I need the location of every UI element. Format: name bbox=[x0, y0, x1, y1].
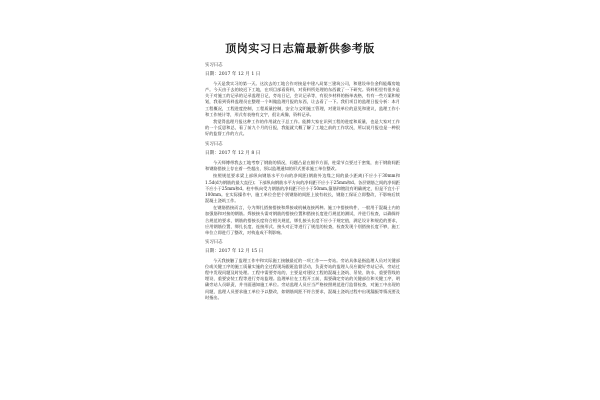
document-body bbox=[205, 60, 400, 302]
entry-date: 日期：2017 年 12 月 1 日 bbox=[205, 72, 261, 78]
entry-heading: 实习日志 bbox=[205, 63, 223, 68]
entry-date: 日期：2017 年 12 月 15 日 bbox=[205, 248, 264, 254]
entry-heading: 实习日志 bbox=[205, 141, 223, 147]
log-entry bbox=[205, 240, 400, 301]
entry-date: 日期：2017 年 12 月 8 日 bbox=[205, 150, 261, 156]
entry-paragraph: 在钢筋搭接而言，分为绑扎搭接搭接和焊接或机械连接两种。施工中搭接构件，一般用于混凝土内的加强筋和对接的钢筋。焊接接头需对钢筋的搭接位置和搭接长度进行规范的测试，并进行检查，以确保符合规范的要求，钢筋的搭接长度符合相关规范，绑扎接头长度不应小于规定值，满足设计和规范的要求，应用钢筋位置、绑扎长度、连接形式、接头对正等进行了规范的检查，检查发现个别搭接长度不够，施工单位立即进行了整改，对构造成不利影响。 bbox=[205, 205, 400, 235]
log-entry bbox=[205, 63, 400, 138]
entry-paragraph: 按照规范要求梁上部纵向钢筋水平方向的净间距(钢筋外边缘之间的最小距离)不应小于30mm和1.5d(d为钢筋的最大直径)；下部纵向钢筋水平方向的净间距不应小于25mm和d。各层钢筋之间的净间距不应小于25mm和d。柱中纵向受力钢筋的净间距不应小于50mm,箍筋和镀段有明确规定，但是不宜小于100mm。在实际操作中，施工单位会把个别钢筋的间距上放有较长，钢筋工保证立即整改，不影响后续混凝土浇筑工作。 bbox=[205, 173, 400, 203]
entry-paragraph: 我觉得监理月报这种工作的作用就在于总工作。能腾大家在识到工程的进度和质量，也是大家对工作的一个反思和总，看了前九个月的日报，我能就大概了解了工地之前的工作状况，所以说月报也是一种很好的监督工作的方式。 bbox=[205, 119, 400, 137]
entry-paragraph: 今天是我实习的第一天。这次去的工地合作对接是中建八局第三建筑公司，和建设单位金科能耀房地产。今天由于去的较迟下工地，在项目部看资料，对资料所处理的东西做了一下研究。资料柜里有很多是关于对施工的记录的记录监理日记，旁站日记，会议记录等，有很多材料的指单表格，有有一些方案和规划，我看到资料监理员在整理一个叫做监理月报的东西，让去看了一下。我们项目的监理日报分析：本月工程概况，工程进度控制，工程质量控制，安全与文明施工管理，对建设单位的意见和建议，监理工作小和工作统计等，形式有表格有文字，很让成像，资料记录。 bbox=[205, 81, 400, 117]
entry-heading: 实习日志 bbox=[205, 239, 223, 245]
entry-paragraph: 今天我接触了监理工作中和实际施工接触最近的一项工作——旁站。旁站具体是指监理人员对关键部位或关键工序的施工质量实施的全过程现场跟班监督活动，负责旁站的监理人员应做好旁站记录，旁站过程中发现问题及时处理。工程中需要旁站的，主要是对建设工程的混凝土浇筑、吊装、防水、重要管线的埋设、重要安装工程等进行旁站监理。监理单位在工程开工前，需要确定旁站的关键部位和关键工序，明确旁站人员职责，并书面通知施工单位。旁站监理人员应当严格按照规范进行监督检查，对施工中出现的问题，监理人员要求施工单位予以整改，如钢筋间距不符合要求，混凝土浇筑过程中出现漏振等情况要及时指出。 bbox=[205, 258, 400, 300]
entry-paragraph: 今天师傅带我去工地考察了钢筋的情况，问题凸显在细节方面，柱梁节点要过于密集，由于钢筋间距和钢筋搭接上存在着一些超出，须以监理通知的形式要求施工单位整改。 bbox=[205, 159, 400, 171]
document-title: 顶岗实习日志篇最新供参考版 bbox=[225, 42, 375, 55]
log-entry bbox=[205, 142, 400, 236]
